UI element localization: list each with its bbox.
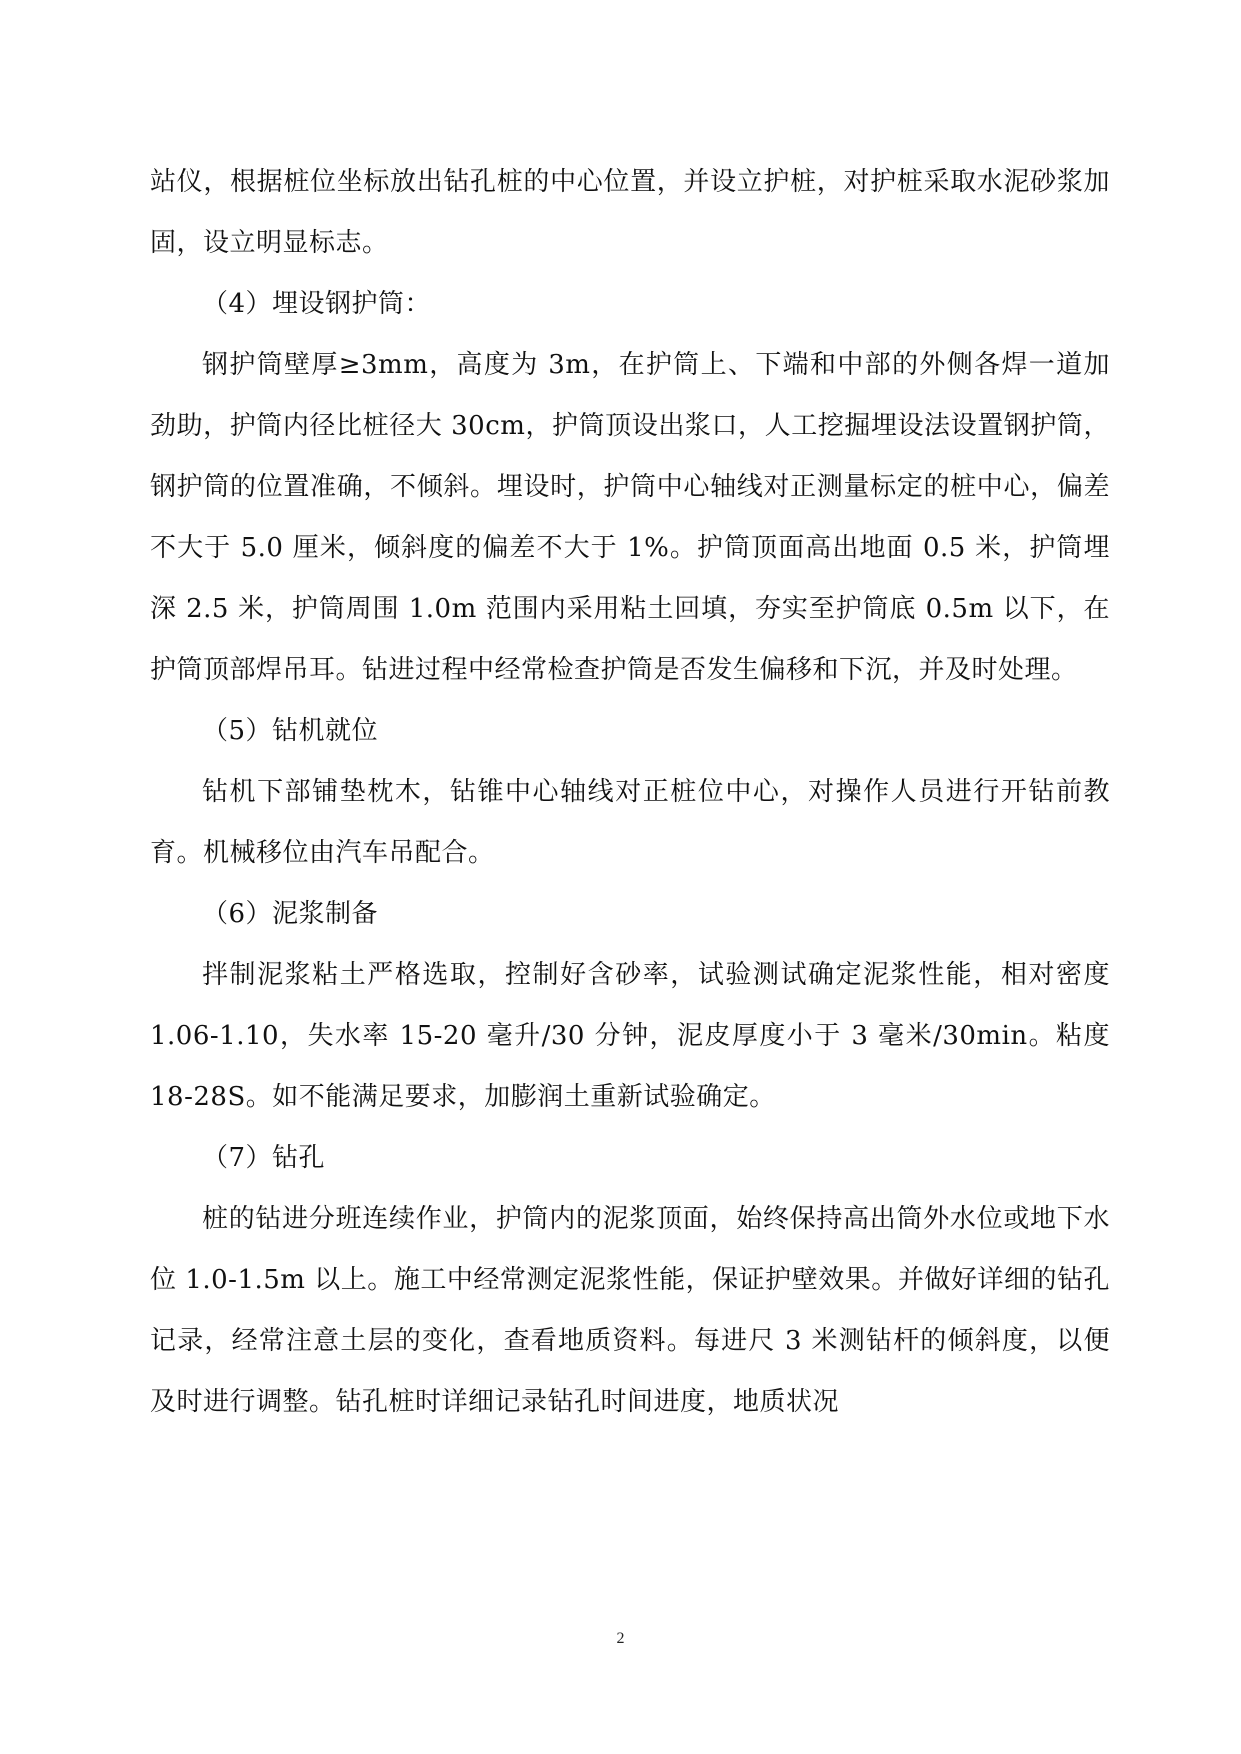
paragraph-continuation: 站仪，根据桩位坐标放出钻孔桩的中心位置，并设立护桩，对护桩采取水泥砂浆加固，设立明显标志。: [150, 167, 1110, 258]
section-heading-5: （5）钻机就位: [202, 716, 379, 746]
page-number: 2: [616, 1630, 625, 1647]
paragraph-steel-casing: 钢护筒壁厚≥3mm，高度为 3m，在护筒上、下端和中部的外侧各焊一道加劲助，护筒内径比桩径大 30cm，护筒顶设出浆口，人工挖掘埋设法设置钢护筒，钢护筒的位置准确，不倾斜。埋设时，护筒中心轴线对正测量标定的桩中心，偏差不大于 5.0 厘米，倾斜度的偏差不大于 1%。护筒顶面高出地面 0.5 米，护筒埋深 2.5 米，护筒周围 1.0m 范围内采用粘土回填，夯实至护筒底 0.5m 以下，在护筒顶部焊吊耳。钻进过程中经常检查护筒是否发生偏移和下沉，并及时处理。: [150, 350, 1110, 685]
paragraph-mud-preparation: 拌制泥浆粘土严格选取，控制好含砂率，试验测试确定泥浆性能，相对密度 1.06-1.10，失水率 15-20 毫升/30 分钟，泥皮厚度小于 3 毫米/30min。粘度 18-28S。如不能满足要求，加膨润土重新试验确定。: [150, 960, 1110, 1112]
document-body: [150, 152, 1110, 1433]
section-heading-4: （4）埋设钢护筒：: [202, 289, 432, 319]
section-heading-6: （6）泥浆制备: [202, 899, 379, 929]
paragraph-drill-positioning: 钻机下部铺垫枕木，钻锥中心轴线对正桩位中心，对操作人员进行开钻前教育。机械移位由汽车吊配合。: [150, 777, 1110, 868]
section-heading-7: （7）钻孔: [202, 1143, 326, 1173]
paragraph-drilling: 桩的钻进分班连续作业，护筒内的泥浆顶面，始终保持高出筒外水位或地下水位 1.0-1.5m 以上。施工中经常测定泥浆性能，保证护壁效果。并做好详细的钻孔记录，经常注意土层的变化，查看地质资料。每进尺 3 米测钻杆的倾斜度，以便及时进行调整。钻孔桩时详细记录钻孔时间进度，地质状况: [150, 1204, 1110, 1417]
